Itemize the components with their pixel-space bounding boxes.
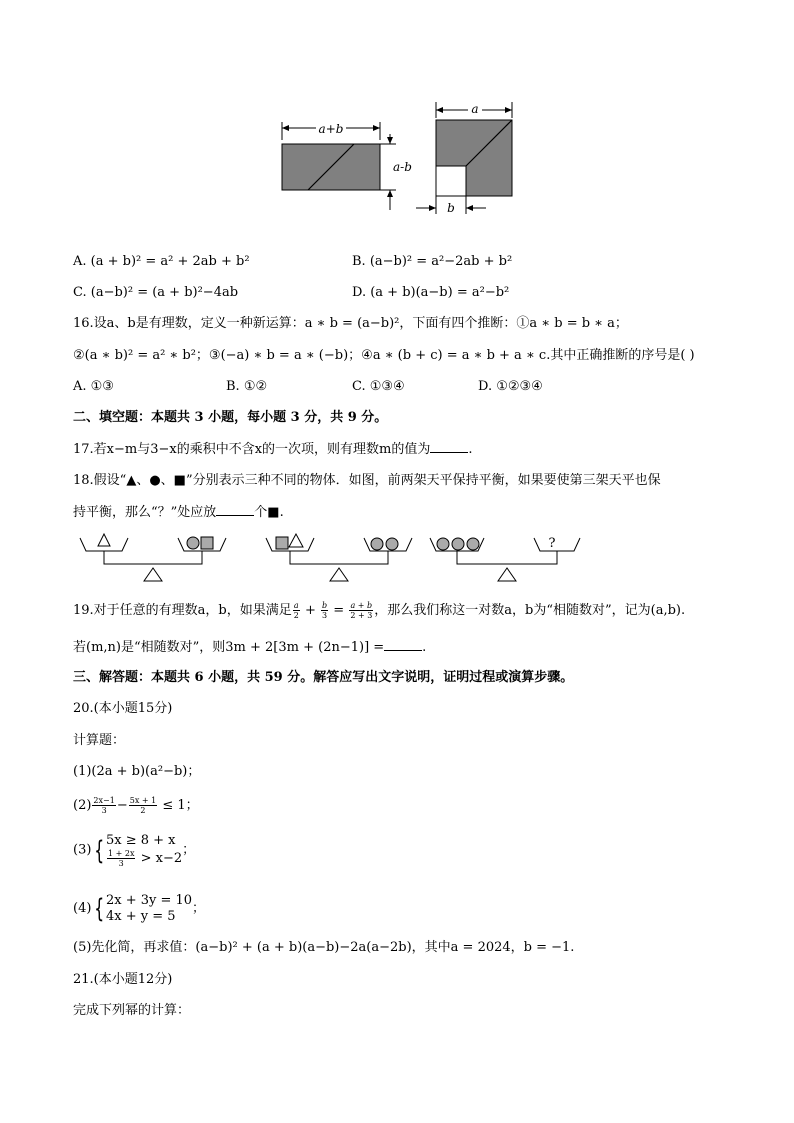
q15-option-d: D. (a + b)(a−b) = a²−b² [352, 285, 510, 300]
q20-subtitle: 计算题： [73, 733, 126, 748]
q17 [73, 440, 473, 459]
q19-line2 [73, 638, 426, 657]
q19-eq: = [329, 603, 349, 618]
q19-line2b: . [422, 640, 427, 655]
q16-option-d: D. ①②③④ [478, 379, 543, 394]
left-brace-icon: { [94, 894, 105, 924]
balance-scale-2 [266, 534, 412, 581]
q19-fraction-2: $\frac{b}{3}$ [322, 601, 328, 620]
square-object [276, 537, 288, 549]
q15-option-c: C. (a−b)² = (a + b)²−4ab [73, 285, 239, 300]
circle-object [371, 538, 383, 550]
section3-heading: 三、解答题：本题共 6 小题，共 59 分。解答应写出文字说明，证明过程或演算步骤。 [73, 670, 574, 685]
q20-part2-rest: ≤ 1； [158, 798, 199, 813]
q20-part2-fraction-2: $\frac{5x + 1}{2}$ [129, 796, 157, 815]
q16-option-c: C. ①③④ [352, 379, 405, 394]
label-a-minus-b: a-b [393, 160, 412, 174]
label-b: b [447, 201, 455, 215]
q16-line1: 16.设a、b是有理数，定义一种新运算：a ∗ b = (a−b)²，下面有四个推断：①a ∗ b = b ∗ a； [73, 316, 628, 331]
q19-fraction-3: $\frac{a + b}{2 + 3}$ [350, 601, 373, 620]
q16-option-a: A. ①③ [73, 379, 114, 394]
q20-part4 [73, 893, 205, 925]
square-difference-figure [270, 98, 530, 218]
q16-line2: ②(a ∗ b)² = a² ∗ b²；③(−a) ∗ b = a ∗ (−b)；④a ∗ (b + c) = a ∗ b + a ∗ c.其中正确推断的序号是( ) [73, 348, 695, 363]
q20-part4-end: ； [192, 901, 206, 916]
circle-object [187, 537, 199, 549]
q20-part2-label: (2) [73, 798, 92, 813]
q15-option-b: B. (a−b)² = a²−2ab + b² [352, 254, 513, 269]
label-a-plus-b: a+b [318, 122, 344, 136]
q15-option-a: A. (a + b)² = a² + 2ab + b² [73, 254, 250, 269]
q19-plus: + [300, 603, 321, 618]
balance-scale-1 [80, 534, 226, 581]
q20-part2-fraction-1: $\frac{2x-1}{3}$ [93, 796, 115, 815]
q16-option-b: B. ①② [226, 379, 268, 394]
square-object [201, 537, 213, 549]
q20-part2-minus: − [116, 798, 128, 813]
q20-part3-label: (3) [73, 842, 92, 858]
q19-p1: 19.对于任意的有理数a，b，如果满足 [73, 603, 292, 618]
triangle-object [98, 534, 110, 546]
q20-part2 [73, 796, 199, 815]
small-square [436, 166, 466, 196]
section2-heading: 二、填空题：本题共 3 小题，每小题 3 分，共 9 分。 [73, 410, 388, 425]
circle-object [437, 538, 449, 550]
q20-part4-system: 2x + 3y = 10 4x + y = 5 [105, 893, 193, 924]
q20-part1: (1)(2a + b)(a²−b)； [73, 764, 201, 779]
q18-line1: 18.假设“▲、●、■”分别表示三种不同的物体．如图，前两架天平保持平衡，如果要使第三架天平也保 [73, 473, 661, 488]
q20-part3-end: ； [182, 842, 196, 858]
circle-object [452, 538, 464, 550]
circle-object [467, 538, 479, 550]
left-brace-icon: { [94, 835, 105, 866]
q21-heading: 21.(本小题12分) [73, 972, 173, 987]
q20-part5: (5)先化简，再求值：(a−b)² + (a + b)(a−b)−2a(a−2b)，其中a = 2024，b = −1. [73, 940, 575, 955]
circle-object [386, 538, 398, 550]
q18-line2b: 个■. [254, 505, 284, 520]
q18-blank [216, 503, 254, 516]
q17-blank [430, 440, 468, 453]
q19-line1 [73, 601, 685, 620]
q19-p2: ，那么我们称这一对数a，b为“相随数对”，记为(a,b). [374, 603, 686, 618]
q19-line2a: 若(m,n)是“相随数对”，则3m + 2[3m + (2n−1)] = [73, 640, 385, 655]
q20-part3 [73, 833, 195, 868]
balance-scales-figure [74, 528, 594, 586]
triangle-object [289, 534, 303, 547]
q19-fraction-1: $\frac{a}{2}$ [293, 601, 299, 620]
q20-part3-system: 5x ≥ 8 + x $\frac{1 + 2x}{3}$ > x−2 [105, 833, 183, 868]
q18-line2 [73, 503, 284, 522]
label-a: a [471, 102, 479, 116]
balance-scale-3 [430, 538, 580, 581]
question-mark: ? [548, 536, 556, 551]
q18-line2a: 持平衡，那么“？”处应放 [73, 505, 217, 520]
q21-subtitle: 完成下列幂的计算： [73, 1003, 191, 1018]
q19-blank [384, 638, 422, 651]
q20-heading: 20.(本小题15分) [73, 701, 173, 716]
q17-end: . [468, 442, 473, 457]
q20-part4-label: (4) [73, 901, 92, 916]
q17-text: 17.若x−m与3−x的乘积中不含x的一次项，则有理数m的值为 [73, 442, 431, 457]
